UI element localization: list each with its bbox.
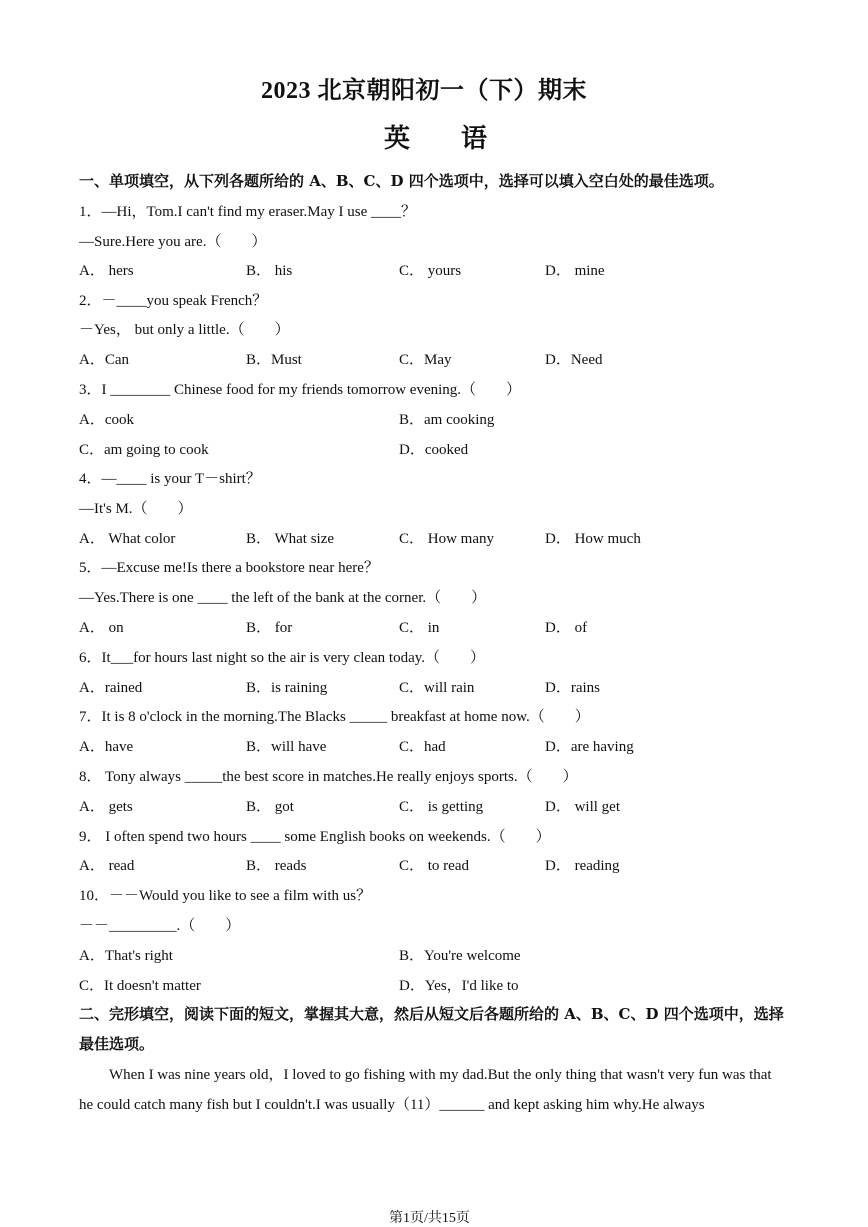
question-10-option-a: A．That's right — [79, 948, 173, 964]
section-1-heading: 一、单项填空，从下列各题所给的 A、B、C、D 四个选项中，选择可以填入空白处的最佳选项。 — [79, 172, 724, 190]
passage-line-2: he could catch many fish but I couldn't.I was usually（11）______ and kept asking him why.He always — [79, 1097, 705, 1113]
question-2-option-d: D．Need — [545, 352, 603, 368]
question-9-option-a: A． read — [79, 858, 135, 874]
question-10-option-b: B．You're welcome — [399, 948, 521, 964]
question-8-option-b: B． got — [246, 799, 294, 815]
question-5-option-b: B． for — [246, 620, 293, 636]
question-9-option-c: C． to read — [399, 858, 469, 874]
passage-line-1: When I was nine years old，I loved to go fishing with my dad.But the only thing that wasn't very fun was that — [109, 1067, 772, 1083]
question-3-option-c: C．am going to cook — [79, 442, 209, 458]
question-1-line-1: 1．—Hi，Tom.I can't find my eraser.May I use ____？ — [79, 204, 417, 220]
page-number: 第1页/共15页 — [389, 1211, 470, 1226]
subject-title-char-1: 英 — [384, 124, 413, 153]
question-8-option-a: A． gets — [79, 799, 133, 815]
question-6-option-d: D．rains — [545, 680, 600, 696]
question-6-option-b: B．is raining — [246, 680, 328, 696]
question-4-option-d: D． How much — [545, 531, 641, 547]
question-10-line-1: 10．－－Would you like to see a film with us？ — [79, 888, 372, 904]
question-7-option-b: B．will have — [246, 739, 327, 755]
section-2-heading-line-2: 最佳选项。 — [79, 1035, 155, 1053]
question-7-option-d: D．are having — [545, 739, 634, 755]
question-5-line-2: —Yes.There is one ____ the left of the bank at the corner.（ ） — [79, 590, 487, 606]
question-2-option-c: C．May — [399, 352, 452, 368]
question-10-option-c: C．It doesn't matter — [79, 978, 201, 994]
question-1-option-c: C． yours — [399, 263, 462, 279]
question-3-line-1: 3．I ________ Chinese food for my friends tomorrow evening.（ ） — [79, 382, 522, 398]
question-8-option-d: D． will get — [545, 799, 620, 815]
question-4-line-1: 4．—____ is your T－shirt？ — [79, 471, 261, 487]
question-4-option-a: A． What color — [79, 531, 176, 547]
question-2-option-a: A．Can — [79, 352, 129, 368]
question-5-option-c: C． in — [399, 620, 440, 636]
question-6-line-1: 6．It___for hours last night so the air is very clean today.（ ） — [79, 650, 486, 666]
question-2-line-2: －Yes， but only a little.（ ） — [79, 322, 290, 338]
subject-title-char-2: 语 — [461, 124, 490, 153]
question-9-option-d: D． reading — [545, 858, 620, 874]
question-1-line-2: —Sure.Here you are.（ ） — [79, 234, 267, 250]
question-7-option-c: C．had — [399, 739, 446, 755]
document-title: 2023 北京朝阳初一（下）期末 — [261, 78, 587, 104]
question-5-line-1: 5．—Excuse me!Is there a bookstore near here？ — [79, 560, 379, 576]
question-3-option-a: A．cook — [79, 412, 134, 428]
question-5-option-d: D． of — [545, 620, 588, 636]
question-2-line-1: 2．－____you speak French？ — [79, 293, 268, 309]
question-3-option-b: B．am cooking — [399, 412, 495, 428]
question-9-option-b: B． reads — [246, 858, 307, 874]
question-10-option-d: D．Yes，I'd like to — [399, 978, 519, 994]
question-7-line-1: 7．It is 8 o'clock in the morning.The Blacks _____ breakfast at home now.（ ） — [79, 709, 590, 725]
question-8-line-1: 8． Tony always _____the best score in matches.He really enjoys sports.（ ） — [79, 769, 578, 785]
question-2-option-b: B．Must — [246, 352, 302, 368]
question-8-option-c: C． is getting — [399, 799, 484, 815]
question-1-option-b: B． his — [246, 263, 293, 279]
question-1-option-d: D． mine — [545, 263, 605, 279]
question-7-option-a: A．have — [79, 739, 134, 755]
question-9-line-1: 9． I often spend two hours ____ some English books on weekends.（ ） — [79, 829, 551, 845]
question-5-option-a: A． on — [79, 620, 124, 636]
question-4-option-c: C． How many — [399, 531, 494, 547]
question-1-option-a: A． hers — [79, 263, 134, 279]
question-6-option-c: C．will rain — [399, 680, 475, 696]
question-6-option-a: A．rained — [79, 680, 143, 696]
question-3-option-d: D．cooked — [399, 442, 469, 458]
question-4-line-2: —It's M.（ ） — [79, 501, 193, 517]
question-4-option-b: B． What size — [246, 531, 335, 547]
section-2-heading-line-1: 二、完形填空，阅读下面的短文，掌握其大意，然后从短文后各题所给的 A、B、C、D 四个选项中，选择 — [79, 1005, 784, 1023]
question-10-line-2: －－_________.（ ） — [79, 918, 241, 934]
